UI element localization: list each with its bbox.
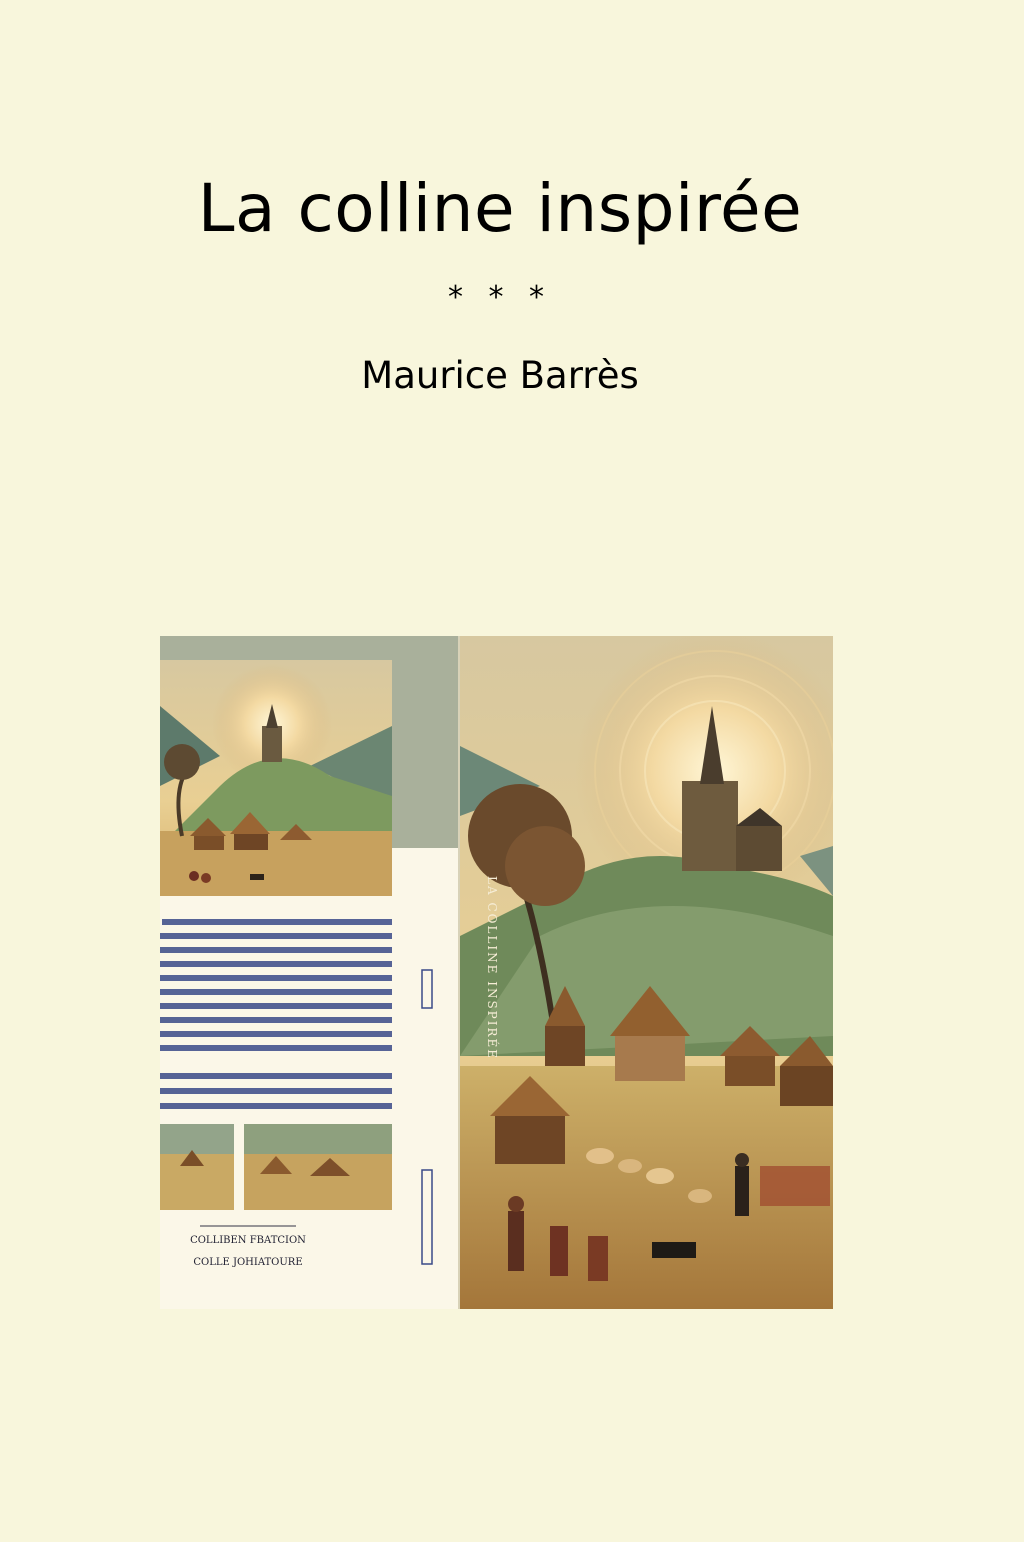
book-author: Maurice Barrès (361, 354, 639, 397)
back-cover-scene (160, 660, 392, 896)
cover-illustration (160, 636, 833, 1309)
front-cover-painting (460, 636, 833, 1309)
book-title: La colline inspirée (197, 170, 803, 247)
title-separator: * * * (447, 280, 553, 315)
spine-title: LA COLLINE INSPIRÉE (485, 876, 499, 1061)
imprint-line-1: COLLIBEN FBATCION (190, 1235, 306, 1246)
back-cover-thumbnails (160, 1124, 392, 1210)
imprint-line-2: COLLE JOHIATOURE (193, 1257, 303, 1268)
